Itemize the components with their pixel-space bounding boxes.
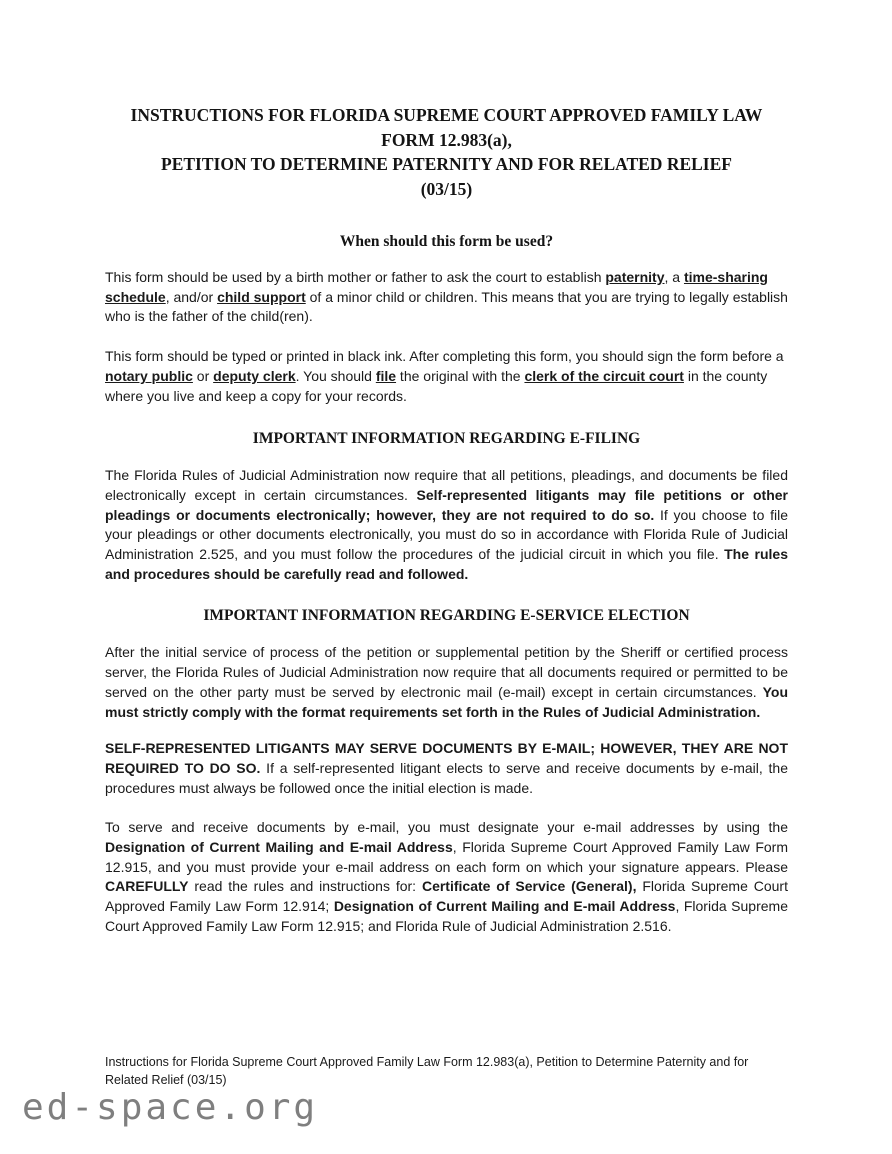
paragraph-form-usage: This form should be used by a birth mother or father to ask the court to establish paternity, a time-sharing schedule, and/or child support of a minor child or children. This means that you are trying to legally establish who is the father of the child(ren). xyxy=(105,269,788,325)
paragraph-eservice-rules: After the initial service of process of the petition or supplemental petition by the Sheriff or certified process server, the Florida Rules of Judicial Administration now require that all documents required or permitted to be served on the other party must be served by electronic mail (e-mail) except in certain circumstances. You must strictly comply with the format requirements set forth in the Rules of Judicial Administration. xyxy=(105,644,788,720)
paragraph-typing-filing: This form should be typed or printed in black ink. After completing this form, you should sign the form before a notary public or deputy clerk. You should file the original with the clerk of the circuit court in the county where you live and keep a copy for your records. xyxy=(105,348,784,404)
paragraph-self-represented: SELF-REPRESENTED LITIGANTS MAY SERVE DOCUMENTS BY E-MAIL; HOWEVER, THEY ARE NOT REQUIRED TO DO SO. If a self-represented litigant elects to serve and receive documents by e-mail, the procedures must always be followed once the initial election is made. xyxy=(105,740,788,796)
title-line-2: FORM 12.983(a), xyxy=(381,129,512,150)
paragraph-efiling-rules: The Florida Rules of Judicial Administration now require that all petitions, pleadings, and documents be filed electronically except in certain circumstances. Self-represented litigants may file petitions or other pleadings or documents electronically; however, they are not required to do so. If you choose to file your pleadings or other documents electronically, you must do so in accordance with Florida Rule of Judicial Administration 2.525, and you must follow the procedures of the judicial circuit in which you file. The rules and procedures should be carefully read and followed. xyxy=(105,467,788,582)
page-footer: Instructions for Florida Supreme Court Approved Family Law Form 12.983(a), Petition to Determine Paternity and for Related Relief (03/15) xyxy=(105,1055,749,1087)
watermark: ed-space.org xyxy=(22,1087,319,1128)
document-title xyxy=(105,103,788,201)
paragraph-email-designation: To serve and receive documents by e-mail, you must designate your e-mail addresses by using the Designation of Current Mailing and E-mail Address, Florida Supreme Court Approved Family Law Form 12.915, and you must provide your e-mail address on each form on which your signature appears. Please CAREFULLY read the rules and instructions for: Certificate of Service (General), Florida Supreme Court Approved Family Law Form 12.914; Designation of Current Mailing and E-mail Address, Florida Supreme Court Approved Family Law Form 12.915; and Florida Rule of Judicial Administration 2.516. xyxy=(105,819,788,934)
heading-eservice-election: IMPORTANT INFORMATION REGARDING E-SERVICE ELECTION xyxy=(203,607,690,625)
title-line-3: PETITION TO DETERMINE PATERNITY AND FOR RELATED RELIEF xyxy=(161,154,732,174)
heading-efiling: IMPORTANT INFORMATION REGARDING E-FILING xyxy=(252,430,641,448)
title-line-4: (03/15) xyxy=(420,178,473,199)
title-line-1: INSTRUCTIONS FOR FLORIDA SUPREME COURT APPROVED FAMILY LAW xyxy=(130,105,763,125)
heading-when-used: When should this form be used? xyxy=(339,233,554,250)
document-content xyxy=(105,103,788,937)
